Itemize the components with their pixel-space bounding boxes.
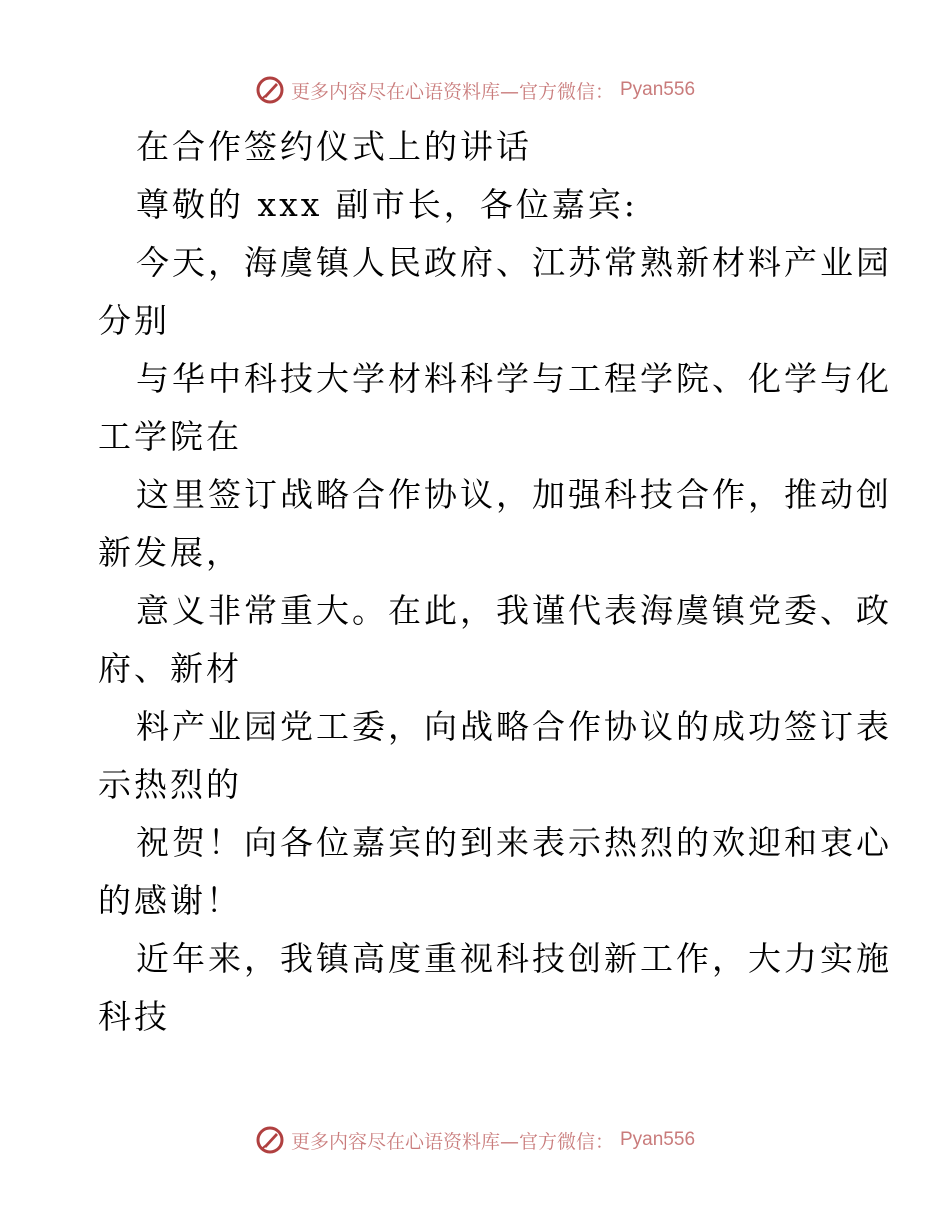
document-line: 科技 (98, 997, 170, 1036)
document-line: 尊敬的 xxx 副市长，各位嘉宾: (136, 185, 638, 224)
document-line: 工学院在 (98, 417, 242, 456)
document-line: 府、新材 (98, 649, 242, 688)
document-line: 近年来，我镇高度重视科技创新工作，大力实施 (136, 939, 892, 978)
header-watermark (0, 70, 950, 110)
watermark-account: Pyan556 (620, 1129, 696, 1150)
document-line: 示热烈的 (98, 765, 242, 804)
watermark-account: Pyan556 (620, 79, 696, 100)
document-line: 与华中科技大学材料科学与工程学院、化学与化 (136, 359, 892, 398)
document-body (98, 118, 892, 1046)
watermark-text: 更多内容尽在心语资料库—官方微信： (290, 1130, 614, 1153)
document-line: 分别 (98, 301, 170, 340)
document-line: 今天，海虞镇人民政府、江苏常熟新材料产业园 (136, 243, 892, 282)
document-line: 的感谢！ (98, 881, 242, 920)
quill-logo-icon (255, 75, 285, 105)
document-line: 新发展， (98, 533, 242, 572)
document-line: 这里签订战略合作协议，加强科技合作，推动创 (136, 475, 892, 514)
footer-watermark (0, 1120, 950, 1160)
document-line: 料产业园党工委，向战略合作协议的成功签订表 (136, 707, 892, 746)
document-line: 意义非常重大。在此，我谨代表海虞镇党委、政 (136, 591, 892, 630)
quill-logo-icon (255, 1125, 285, 1155)
document-line: 祝贺！向各位嘉宾的到来表示热烈的欢迎和衷心 (136, 823, 892, 862)
watermark-text: 更多内容尽在心语资料库—官方微信： (290, 80, 614, 103)
document-line: 在合作签约仪式上的讲话 (136, 127, 532, 166)
